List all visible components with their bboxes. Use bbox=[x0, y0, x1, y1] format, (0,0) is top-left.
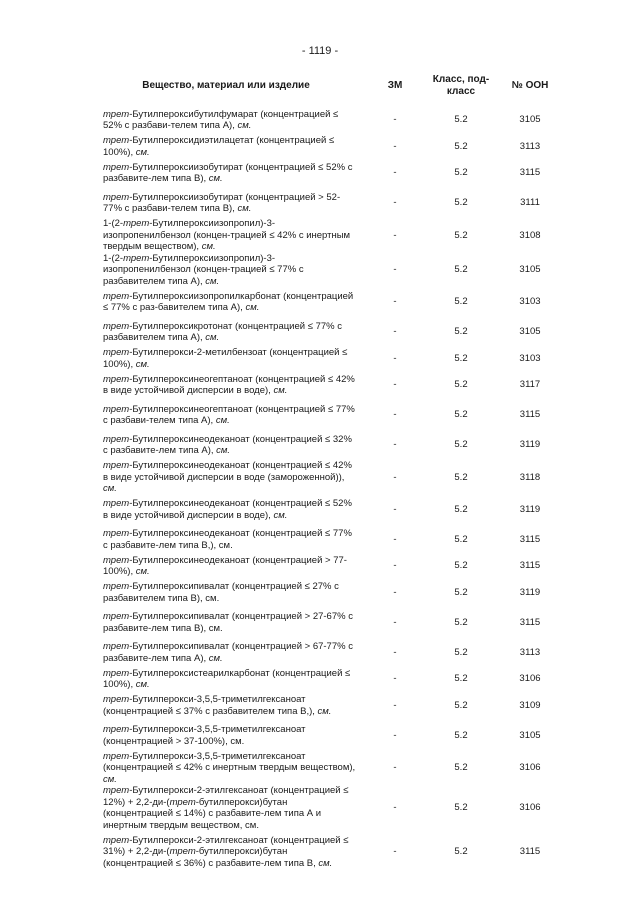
name-segment: трет bbox=[103, 135, 130, 146]
hazard-zm-cell: - bbox=[393, 114, 397, 126]
name-segment: трет bbox=[103, 641, 130, 652]
name-segment: трет bbox=[103, 554, 130, 566]
hazard-zm-cell: - bbox=[393, 586, 397, 598]
class-cell: 5.2 bbox=[454, 167, 468, 179]
header-class: Класс, под-класс bbox=[432, 74, 490, 97]
name-segment: см. bbox=[201, 241, 216, 252]
name-segment: -Бутилпероксикротонат (концентрацией ≤ 77% с разбавителем типа А), bbox=[103, 320, 342, 343]
class-cell: 5.2 bbox=[454, 264, 468, 275]
substance-name bbox=[103, 831, 365, 873]
name-segment: см. bbox=[205, 332, 220, 343]
table-row bbox=[103, 525, 563, 555]
table-row bbox=[103, 188, 563, 218]
table-row bbox=[103, 287, 563, 317]
un-number-cell: 3119 bbox=[519, 503, 541, 515]
hazard-zm-cell: - bbox=[393, 264, 397, 275]
un-number-cell: 3118 bbox=[519, 471, 541, 483]
substance-name bbox=[103, 400, 365, 430]
table-row bbox=[103, 555, 563, 578]
table-row bbox=[103, 638, 563, 668]
un-number-cell: 3111 bbox=[520, 197, 540, 209]
name-segment: см. bbox=[237, 203, 252, 214]
name-segment: см. bbox=[103, 773, 117, 785]
table-row bbox=[103, 578, 563, 608]
name-segment: -Бутилперокси-3,5,5-триметилгексаноат (концентрацией ≤ 37% с разбавителем типа В,), bbox=[103, 694, 318, 717]
class-cell: 5.2 bbox=[454, 846, 468, 858]
table-row bbox=[103, 135, 563, 158]
name-segment: -Бутилпероксинеодеканоат (концентрацией ≤ 42% в виде устойчивой дисперсии в воде (замороженной)), bbox=[103, 460, 352, 483]
class-cell: 5.2 bbox=[454, 409, 468, 421]
un-number-cell: 3117 bbox=[519, 379, 541, 391]
name-segment: трет bbox=[103, 460, 130, 471]
name-segment: трет bbox=[103, 373, 130, 385]
un-number-cell: 3115 bbox=[519, 616, 541, 628]
name-segment: -Бутилпероксибутилфумарат (концентрацией ≤ 52% с разбави-телем типа А), bbox=[103, 108, 339, 131]
substance-name bbox=[103, 460, 365, 495]
substance-name bbox=[103, 691, 365, 721]
name-segment: -Бутилперокси-2-метилбензоат (концентрацией ≤ 100%), bbox=[103, 347, 348, 370]
class-cell: 5.2 bbox=[454, 503, 468, 515]
name-segment: см. bbox=[103, 483, 117, 494]
substance-name bbox=[103, 785, 365, 831]
name-segment: трет bbox=[103, 191, 130, 203]
table-row bbox=[103, 785, 563, 831]
un-number-cell: 3115 bbox=[519, 409, 541, 421]
hazard-zm-cell: - bbox=[393, 699, 397, 711]
name-segment: см. bbox=[135, 358, 150, 370]
hazard-zm-cell: - bbox=[393, 533, 397, 545]
un-number-cell: 3113 bbox=[519, 140, 541, 152]
class-cell: 5.2 bbox=[454, 229, 468, 241]
table-row bbox=[103, 105, 563, 135]
name-segment: -Бутилпероксинеодеканоат (концентрацией ≤ 32% с разбавите-лем типа А), bbox=[103, 433, 352, 456]
name-segment: см. bbox=[245, 302, 260, 313]
class-cell: 5.2 bbox=[454, 352, 468, 364]
header-zm: ЗМ bbox=[387, 79, 403, 91]
name-segment: -Бутилпероксинеогептаноат (концентрацией ≤ 42% в виде устойчивой дисперсии в воде), bbox=[103, 373, 355, 396]
substance-name bbox=[103, 751, 365, 786]
hazard-zm-cell: - bbox=[393, 167, 397, 179]
name-segment: трет bbox=[103, 347, 130, 358]
class-cell: 5.2 bbox=[454, 114, 468, 126]
hazard-zm-cell: - bbox=[393, 846, 397, 858]
table-row bbox=[103, 400, 563, 430]
table-row bbox=[103, 691, 563, 721]
table-row bbox=[103, 317, 563, 347]
hazard-zm-cell: - bbox=[393, 673, 397, 685]
un-number-cell: 3115 bbox=[519, 846, 541, 858]
table-row bbox=[103, 158, 563, 188]
substance-name bbox=[103, 578, 365, 608]
name-segment: см. bbox=[208, 652, 223, 664]
un-number-cell: 3119 bbox=[519, 439, 541, 451]
substance-name bbox=[103, 347, 365, 370]
name-segment: трет bbox=[103, 161, 130, 173]
substances-table bbox=[103, 74, 563, 873]
name-segment: 1-(2- bbox=[103, 252, 124, 264]
substance-name bbox=[103, 253, 365, 288]
name-segment: трет bbox=[103, 320, 130, 332]
table-row bbox=[103, 253, 563, 288]
name-segment: трет bbox=[103, 581, 130, 592]
un-number-cell: 3103 bbox=[519, 296, 541, 308]
name-segment: см. bbox=[318, 857, 333, 869]
name-segment: трет bbox=[169, 846, 196, 858]
class-cell: 5.2 bbox=[454, 802, 468, 814]
name-segment: -Бутилпероксипивалат (концентрацией ≤ 27% с разбавителем типа В), см. bbox=[103, 581, 339, 604]
substance-name bbox=[103, 317, 365, 347]
page-number: - 1119 - bbox=[301, 45, 339, 57]
hazard-zm-cell: - bbox=[393, 646, 397, 658]
substance-name bbox=[103, 721, 365, 751]
table-row bbox=[103, 608, 563, 638]
table-row bbox=[103, 668, 563, 691]
table-row bbox=[103, 495, 563, 525]
substance-name bbox=[103, 430, 365, 460]
hazard-zm-cell: - bbox=[393, 197, 397, 209]
substance-name bbox=[103, 668, 365, 691]
hazard-zm-cell: - bbox=[393, 729, 397, 741]
substance-name bbox=[103, 135, 365, 158]
name-segment: см. bbox=[208, 173, 223, 184]
name-segment: трет bbox=[103, 108, 130, 120]
table-row bbox=[103, 370, 563, 400]
name-segment: -бутилперокси)бутан (концентрацией ≤ 36%) с разбавите-лем типа В, bbox=[103, 846, 319, 869]
substance-name bbox=[103, 638, 365, 668]
hazard-zm-cell: - bbox=[393, 229, 397, 241]
name-segment: см. bbox=[205, 275, 220, 287]
hazard-zm-cell: - bbox=[393, 352, 397, 364]
hazard-zm-cell: - bbox=[393, 503, 397, 515]
name-segment: трет bbox=[103, 403, 130, 415]
class-cell: 5.2 bbox=[454, 533, 468, 545]
name-segment: трет bbox=[103, 611, 130, 622]
un-number-cell: 3115 bbox=[519, 560, 541, 572]
header-un-number: № ООН bbox=[511, 79, 549, 91]
name-segment: см. bbox=[135, 146, 150, 158]
name-segment: -Бутилпероксиизобутират (концентрацией > 52-77% с разбави-телем типа В), bbox=[103, 191, 341, 214]
class-cell: 5.2 bbox=[454, 673, 468, 685]
substance-name bbox=[103, 218, 365, 253]
class-cell: 5.2 bbox=[454, 646, 468, 658]
name-segment: трет bbox=[103, 667, 130, 679]
un-number-cell: 3108 bbox=[519, 229, 541, 241]
table-row bbox=[103, 218, 563, 253]
hazard-zm-cell: - bbox=[393, 802, 397, 814]
hazard-zm-cell: - bbox=[393, 379, 397, 391]
un-number-cell: 3105 bbox=[519, 114, 541, 126]
class-cell: 5.2 bbox=[454, 439, 468, 451]
name-segment: 1-(2- bbox=[103, 218, 124, 229]
name-segment: см. bbox=[317, 705, 332, 717]
name-segment: трет bbox=[169, 796, 196, 808]
substance-name bbox=[103, 525, 365, 555]
un-number-cell: 3105 bbox=[519, 264, 541, 275]
name-segment: -бутилперокси)бутан (концентрацией ≤ 14%) с разбавите-лем типа А и инертным твердым веществом, см. bbox=[103, 796, 322, 831]
name-segment: трет bbox=[103, 290, 130, 302]
name-segment: -Бутилпероксинеодеканоат (концентрацией ≤ 52% в виде устойчивой дисперсии в воде), bbox=[103, 498, 352, 521]
class-cell: 5.2 bbox=[454, 197, 468, 209]
name-segment: см. bbox=[273, 509, 288, 521]
table-row bbox=[103, 751, 563, 786]
hazard-zm-cell: - bbox=[393, 140, 397, 152]
name-segment: трет bbox=[103, 785, 130, 796]
un-number-cell: 3115 bbox=[519, 167, 541, 179]
name-segment: трет bbox=[103, 724, 130, 735]
name-segment: -Бутилпероксидиэтилацетат (концентрацией ≤ 100%), bbox=[103, 135, 335, 158]
name-segment: см. bbox=[135, 566, 150, 577]
hazard-zm-cell: - bbox=[393, 471, 397, 483]
name-segment: трет bbox=[103, 433, 130, 445]
name-segment: см. bbox=[135, 679, 150, 690]
substance-name bbox=[103, 105, 365, 135]
class-cell: 5.2 bbox=[454, 762, 468, 773]
hazard-zm-cell: - bbox=[393, 326, 397, 338]
name-segment: -Бутилпероксипивалат (концентрацией > 27-67% с разбавите-лем типа В), см. bbox=[103, 611, 353, 634]
un-number-cell: 3106 bbox=[519, 762, 541, 773]
substance-name bbox=[103, 158, 365, 188]
name-segment: трет bbox=[103, 750, 130, 762]
class-cell: 5.2 bbox=[454, 326, 468, 338]
un-number-cell: 3115 bbox=[519, 533, 541, 545]
class-cell: 5.2 bbox=[454, 729, 468, 741]
un-number-cell: 3106 bbox=[519, 673, 541, 685]
un-number-cell: 3119 bbox=[519, 586, 541, 598]
table-row bbox=[103, 831, 563, 873]
name-segment: -Бутилпероксинеодеканоат (концентрацией > 77-100%), bbox=[103, 554, 347, 577]
class-cell: 5.2 bbox=[454, 699, 468, 711]
name-segment: -Бутилпероксипивалат (концентрацией > 67-77% с разбавите-лем типа А), bbox=[103, 641, 353, 664]
table-row bbox=[103, 430, 563, 460]
name-segment: -Бутилперокси-3,5,5-триметилгексаноат (концентрацией > 37-100%), см. bbox=[103, 724, 306, 747]
hazard-zm-cell: - bbox=[393, 409, 397, 421]
un-number-cell: 3105 bbox=[519, 729, 541, 741]
class-cell: 5.2 bbox=[454, 560, 468, 572]
hazard-zm-cell: - bbox=[393, 560, 397, 572]
name-segment: -Бутилпероксистеарилкарбонат (концентрацией ≤ 100%), bbox=[103, 667, 351, 690]
name-segment: трет bbox=[103, 498, 130, 509]
hazard-zm-cell: - bbox=[393, 439, 397, 451]
hazard-zm-cell: - bbox=[393, 762, 397, 773]
hazard-zm-cell: - bbox=[393, 296, 397, 308]
un-number-cell: 3109 bbox=[519, 699, 541, 711]
class-cell: 5.2 bbox=[454, 586, 468, 598]
substance-name bbox=[103, 370, 365, 400]
hazard-zm-cell: - bbox=[393, 616, 397, 628]
name-segment: -Бутилпероксиизобутират (концентрацией ≤ 52% с разбавите-лем типа В), bbox=[103, 161, 353, 184]
name-segment: -Бутилпероксинеодеканоат (концентрацией ≤ 77% с разбавите-лем типа В,), см. bbox=[103, 528, 352, 551]
un-number-cell: 3113 bbox=[519, 646, 541, 658]
header-substance: Вещество, материал или изделие bbox=[142, 79, 310, 91]
class-cell: 5.2 bbox=[454, 140, 468, 152]
substance-name bbox=[103, 287, 365, 317]
table-body bbox=[103, 105, 563, 873]
class-cell: 5.2 bbox=[454, 379, 468, 391]
class-cell: 5.2 bbox=[454, 296, 468, 308]
class-cell: 5.2 bbox=[454, 616, 468, 628]
table-row bbox=[103, 347, 563, 370]
class-cell: 5.2 bbox=[454, 471, 468, 483]
table-row bbox=[103, 460, 563, 495]
name-segment: -Бутилпероксиизопропилкарбонат (концентрацией ≤ 77% с раз-бавителем типа А), bbox=[103, 290, 354, 313]
table-header-row bbox=[103, 74, 563, 105]
name-segment: -Бутилпероксинеогептаноат (концентрацией ≤ 77% с разбави-телем типа А), bbox=[103, 403, 355, 426]
substance-name bbox=[103, 608, 365, 638]
un-number-cell: 3106 bbox=[519, 802, 541, 814]
name-segment: трет bbox=[123, 252, 150, 264]
substance-name bbox=[103, 555, 365, 578]
name-segment: см. bbox=[237, 120, 252, 131]
name-segment: -Бутилпероксиизопропил)-3-изопропенилбензол (концен-трацией ≤ 77% с разбавителем типа А), bbox=[103, 252, 304, 287]
name-segment: -Бутилперокси-2-этилгексаноат (концентрацией ≤ 31%) + 2,2-ди-( bbox=[103, 834, 349, 858]
substance-name bbox=[103, 188, 365, 218]
name-segment: см. bbox=[215, 415, 230, 426]
name-segment: трет bbox=[123, 218, 150, 229]
name-segment: см. bbox=[273, 385, 288, 396]
name-segment: трет bbox=[103, 834, 130, 846]
un-number-cell: 3105 bbox=[519, 326, 541, 338]
table-row bbox=[103, 721, 563, 751]
name-segment: -Бутилперокси-2-этилгексаноат (концентрацией ≤ 12%) + 2,2-ди-( bbox=[103, 785, 349, 808]
substance-name bbox=[103, 495, 365, 525]
name-segment: -Бутилпероксиизопропил)-3-изопропенилбензол (концен-трацией ≤ 42% с инертным твердым веществом), bbox=[103, 218, 351, 252]
un-number-cell: 3103 bbox=[519, 352, 541, 364]
name-segment: трет bbox=[103, 528, 130, 539]
name-segment: -Бутилперокси-3,5,5-триметилгексаноат (концентрацией ≤ 42% с инертным твердым веществом), bbox=[103, 750, 356, 773]
name-segment: см. bbox=[216, 445, 231, 456]
name-segment: трет bbox=[103, 694, 130, 705]
